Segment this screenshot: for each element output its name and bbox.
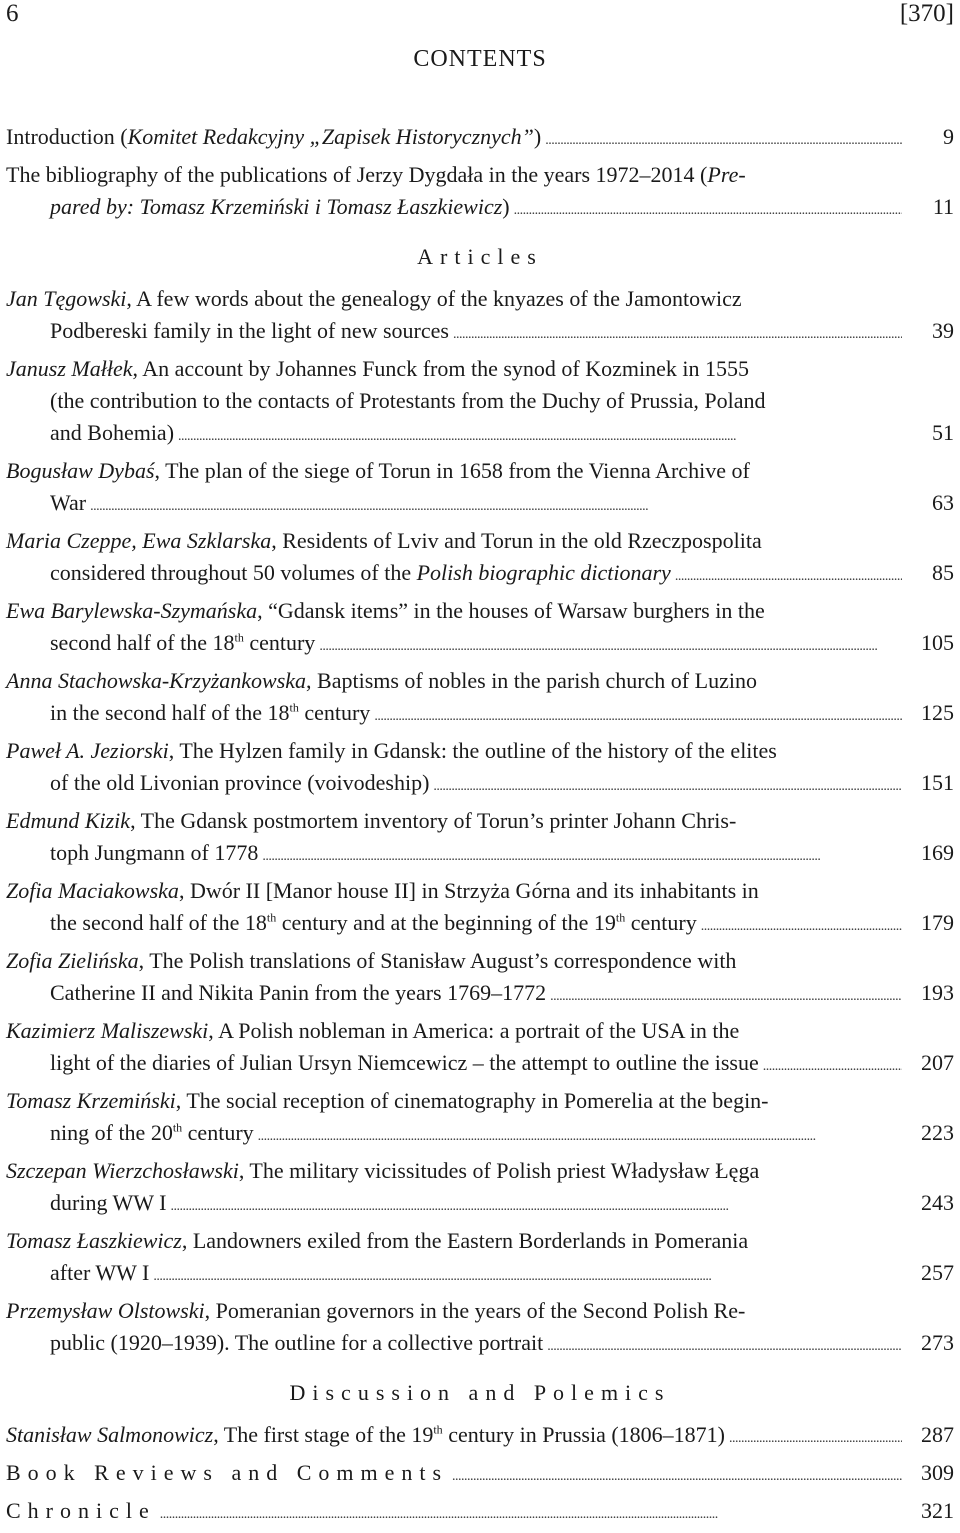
entry-author: Jan Tęgowski bbox=[6, 286, 127, 311]
entry-page-number: 39 bbox=[932, 318, 954, 343]
entry-title-line: Maria Czeppe, Ewa Szklarska, Residents of Lviv and Torun in the old Rzeczpospolita bbox=[6, 528, 762, 553]
entry-page-number: 223 bbox=[921, 1120, 954, 1145]
toc-entry[interactable] bbox=[6, 159, 954, 227]
entry-author: Stanisław Salmonowicz bbox=[6, 1422, 214, 1447]
entry-title-line: Paweł A. Jeziorski, The Hylzen family in Gdansk: the outline of the history of the elites bbox=[6, 738, 777, 763]
entry-author: Zofia Maciakowska bbox=[6, 878, 179, 903]
entry-title-line: of the old Livonian province (voivodeship) bbox=[50, 770, 430, 795]
entry-title-line: ning of the 20th century bbox=[50, 1120, 254, 1145]
entry-title-line: Tomasz Łaszkiewicz, Landowners exiled from the Eastern Borderlands in Pomerania bbox=[6, 1228, 749, 1253]
article-entry[interactable] bbox=[6, 525, 954, 593]
article-entry[interactable] bbox=[6, 1155, 954, 1223]
article-entry[interactable] bbox=[6, 875, 954, 943]
dot-leader bbox=[514, 191, 902, 227]
articles-heading: Articles bbox=[417, 244, 543, 269]
entry-author: Kazimierz Maliszewski bbox=[6, 1018, 209, 1043]
article-entry[interactable] bbox=[6, 595, 954, 663]
dot-leader bbox=[547, 1327, 902, 1363]
chronicle-entry[interactable] bbox=[6, 1495, 954, 1531]
entry-title-line: public (1920–1939). The outline for a collective portrait bbox=[50, 1330, 544, 1355]
entry-title-line: War bbox=[50, 490, 87, 515]
entry-title-line: Janusz Małłek, An account by Johannes Funck from the synod of Kozminek in 1555 bbox=[6, 356, 749, 381]
entry-page-number: 151 bbox=[921, 770, 954, 795]
entry-page-number: 125 bbox=[921, 700, 954, 725]
table-of-contents bbox=[6, 121, 954, 1533]
entry-page-number: 85 bbox=[932, 560, 954, 585]
dot-leader bbox=[452, 1457, 902, 1493]
dot-leader bbox=[90, 487, 902, 523]
entry-page-number: 207 bbox=[921, 1050, 954, 1075]
entry-title-line: Anna Stachowska-Krzyżankowska, Baptisms of nobles in the parish church of Luzino bbox=[6, 668, 757, 693]
entry-page-number: 243 bbox=[921, 1190, 954, 1215]
article-entry[interactable] bbox=[6, 1225, 954, 1293]
entry-author: Przemysław Olstowski bbox=[6, 1298, 205, 1323]
entry-title-line: Przemysław Olstowski, Pomeranian governors in the years of the Second Polish Re- bbox=[6, 1298, 746, 1323]
entry-title-line: toph Jungmann of 1778 bbox=[50, 840, 259, 865]
entry-page-number: 257 bbox=[921, 1260, 954, 1285]
entry-title-line: Kazimierz Maliszewski, A Polish nobleman in America: a portrait of the USA in the bbox=[6, 1018, 740, 1043]
entry-page-number: 9 bbox=[943, 124, 954, 149]
section-label: Book Reviews and Comments bbox=[6, 1460, 449, 1485]
entry-title-line: Introduction (Komitet Redakcyjny „Zapisek Historycznych”) bbox=[6, 124, 542, 149]
article-entry[interactable] bbox=[6, 805, 954, 873]
entry-title-line: Ewa Barylewska-Szymańska, “Gdansk items” in the houses of Warsaw burghers in the bbox=[6, 598, 765, 623]
entry-author: Ewa Barylewska-Szymańska bbox=[6, 598, 258, 623]
entry-title-line: Stanisław Salmonowicz, The first stage of the 19th century in Prussia (1806–1871) bbox=[6, 1422, 725, 1447]
dot-leader bbox=[433, 767, 902, 803]
dot-leader bbox=[550, 977, 902, 1013]
dot-leader bbox=[160, 1495, 902, 1531]
entry-title-line: considered throughout 50 volumes of the Polish biographic dictionary bbox=[50, 560, 671, 585]
dot-leader bbox=[374, 697, 902, 733]
entry-page-number: 169 bbox=[921, 840, 954, 865]
entry-author: Paweł A. Jeziorski bbox=[6, 738, 169, 763]
page-number: 6 bbox=[6, 0, 19, 27]
entry-title-line: Szczepan Wierzchosławski, The military vicissitudes of Polish priest Władysław Łęga bbox=[6, 1158, 760, 1183]
contents-title: CONTENTS bbox=[413, 46, 547, 72]
entry-title-line: in the second half of the 18th century bbox=[50, 700, 371, 725]
entry-page-number: 105 bbox=[921, 630, 954, 655]
entry-title-line: Zofia Zielińska, The Polish translations of Stanisław August’s correspondence with bbox=[6, 948, 737, 973]
entry-title-line: Tomasz Krzemiński, The social reception of cinematography in Pomerelia at the begin- bbox=[6, 1088, 769, 1113]
entry-title-line: Podbereski family in the light of new sources bbox=[50, 318, 449, 343]
entry-title-line: second half of the 18th century bbox=[50, 630, 316, 655]
toc-entry[interactable] bbox=[6, 121, 954, 157]
dot-leader bbox=[258, 1117, 902, 1153]
article-entry[interactable] bbox=[6, 735, 954, 803]
entry-author: Edmund Kizik bbox=[6, 808, 131, 833]
dot-leader bbox=[178, 417, 902, 453]
entry-page-number: 179 bbox=[921, 910, 954, 935]
entry-page-number: 51 bbox=[932, 420, 954, 445]
entry-author: Maria Czeppe, Ewa Szklarska bbox=[6, 528, 272, 553]
entry-title-line: The bibliography of the publications of Jerzy Dygdała in the years 1972–2014 (Pre- bbox=[6, 162, 746, 187]
article-entry[interactable] bbox=[6, 283, 954, 351]
entry-page-number: 193 bbox=[921, 980, 954, 1005]
article-entry[interactable] bbox=[6, 945, 954, 1013]
entry-page-number: 287 bbox=[921, 1422, 954, 1447]
entry-page-number: 11 bbox=[932, 194, 954, 219]
entry-author: Tomasz Łaszkiewicz bbox=[6, 1228, 182, 1253]
section-label: Chronicle bbox=[6, 1498, 156, 1523]
entry-title-line: during WW I bbox=[50, 1190, 167, 1215]
dot-leader bbox=[729, 1419, 902, 1455]
dot-leader bbox=[675, 557, 902, 593]
entry-author: Bogusław Dybaś bbox=[6, 458, 155, 483]
entry-author: Janusz Małłek bbox=[6, 356, 133, 381]
entry-author: Anna Stachowska-Krzyżankowska bbox=[6, 668, 307, 693]
entry-title-line: pared by: Tomasz Krzemiński i Tomasz Łaszkiewicz) bbox=[50, 194, 510, 219]
dot-leader bbox=[545, 121, 902, 157]
bracket-page-number: [370] bbox=[899, 0, 954, 27]
dot-leader bbox=[171, 1187, 903, 1223]
entry-page-number: 309 bbox=[921, 1460, 954, 1485]
discussion-entry[interactable] bbox=[6, 1419, 954, 1455]
article-entry[interactable] bbox=[6, 353, 954, 453]
entry-page-number: 63 bbox=[932, 490, 954, 515]
entry-title-line: (the contribution to the contacts of Protestants from the Duchy of Prussia, Poland bbox=[50, 388, 766, 413]
entry-author: Zofia Zielińska bbox=[6, 948, 139, 973]
entry-title-line: Zofia Maciakowska, Dwór II [Manor house II] in Strzyża Górna and its inhabitants in bbox=[6, 878, 759, 903]
page-header bbox=[0, 0, 960, 40]
entry-title-line: after WW I bbox=[50, 1260, 150, 1285]
entry-author: Szczepan Wierzchosławski bbox=[6, 1158, 239, 1183]
entry-page-number: 273 bbox=[921, 1330, 954, 1355]
article-entry[interactable] bbox=[6, 1085, 954, 1153]
dot-leader bbox=[262, 837, 902, 873]
entry-author: Tomasz Krzemiński bbox=[6, 1088, 176, 1113]
article-entry[interactable] bbox=[6, 1015, 954, 1083]
entry-title-line: light of the diaries of Julian Ursyn Niemcewicz – the attempt to outline the issue bbox=[50, 1050, 759, 1075]
dot-leader bbox=[153, 1257, 902, 1293]
entry-title-line: Bogusław Dybaś, The plan of the siege of Torun in 1658 from the Vienna Archive of bbox=[6, 458, 750, 483]
article-entry[interactable] bbox=[6, 455, 954, 523]
entry-title-line: Jan Tęgowski, A few words about the genealogy of the knyazes of the Jamontowicz bbox=[6, 286, 742, 311]
article-entry[interactable] bbox=[6, 665, 954, 733]
entry-title-line: Catherine II and Nikita Panin from the years 1769–1772 bbox=[50, 980, 547, 1005]
dot-leader bbox=[319, 627, 902, 663]
dot-leader bbox=[763, 1047, 902, 1083]
entry-title-line: the second half of the 18th century and at the beginning of the 19th century bbox=[50, 910, 697, 935]
dot-leader bbox=[701, 907, 902, 943]
entry-page-number: 321 bbox=[921, 1498, 954, 1523]
entry-title-line: Edmund Kizik, The Gdansk postmortem inventory of Torun’s printer Johann Chris- bbox=[6, 808, 737, 833]
discussion-heading: Discussion and Polemics bbox=[289, 1380, 671, 1405]
dot-leader bbox=[453, 315, 902, 351]
book-reviews-entry[interactable] bbox=[6, 1457, 954, 1493]
article-entry[interactable] bbox=[6, 1295, 954, 1363]
entry-title-line: and Bohemia) bbox=[50, 420, 175, 445]
